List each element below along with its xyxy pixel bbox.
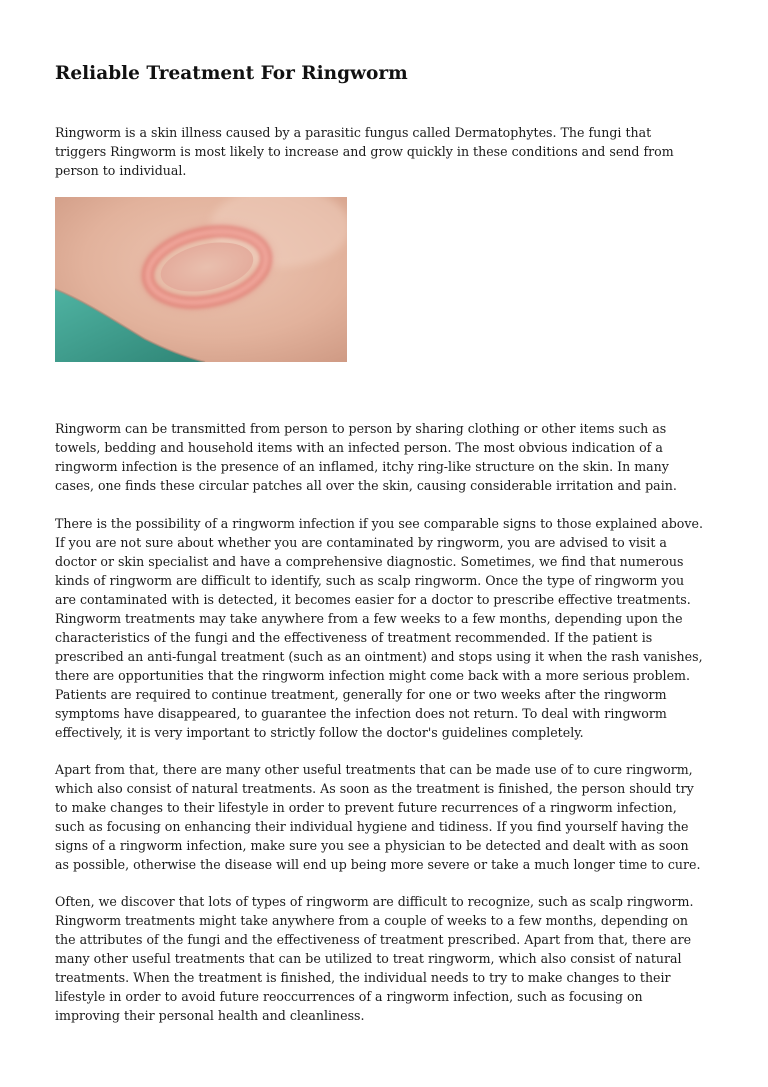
text-line: prescribed an anti-fungal treatment (such as an ointment) and stops using it when the rash vanishes, (55, 649, 703, 664)
text-line: signs of a ringworm infection, make sure you see a physician to be detected and dealt with as soon (55, 838, 689, 853)
text-line: cases, one finds these circular patches all over the skin, causing considerable irritation and pain. (55, 478, 677, 493)
paragraph-3 (55, 514, 715, 742)
text-line: treatments. When the treatment is finished, the individual needs to try to make changes to their (55, 970, 671, 985)
text-line: which also consist of natural treatments. As soon as the treatment is finished, the person should try (55, 781, 694, 796)
text-line: Apart from that, there are many other useful treatments that can be made use of to cure ringworm, (55, 762, 693, 777)
text-line: doctor or skin specialist and have a comprehensive diagnostic. Sometimes, we find that numerous (55, 554, 684, 569)
text-line: such as focusing on enhancing their individual hygiene and tidiness. If you find yourself having the (55, 819, 689, 834)
text-line: kinds of ringworm are difficult to identify, such as scalp ringworm. Once the type of ringworm you (55, 573, 685, 588)
ringworm-photo (55, 197, 347, 362)
ringworm-photo-illustration (55, 197, 347, 362)
text-line: Often, we discover that lots of types of ringworm are difficult to recognize, such as scalp ringworm. (55, 894, 694, 909)
text-line: lifestyle in order to avoid future reoccurrences of a ringworm infection, such as focusing on (55, 989, 643, 1004)
text-line: Patients are required to continue treatment, generally for one or two weeks after the ringworm (55, 687, 667, 702)
text-line: as possible, otherwise the disease will end up being more severe or take a much longer time to cure. (55, 857, 701, 872)
text-line: to make changes to their lifestyle in order to prevent future recurrences of a ringworm infection, (55, 800, 677, 815)
text-line: There is the possibility of a ringworm infection if you see comparable signs to those explained above. (55, 516, 703, 531)
text-line: effectively, it is very important to strictly follow the doctor's guidelines completely. (55, 725, 584, 740)
text-line: there are opportunities that the ringworm infection might come back with a more serious problem. (55, 668, 690, 683)
text-line: characteristics of the fungi and the effectiveness of treatment recommended. If the patient is (55, 630, 653, 645)
text-line: triggers Ringworm is most likely to increase and grow quickly in these conditions and send from (55, 144, 674, 159)
paragraph-1 (55, 123, 715, 180)
text-line: are contaminated with is detected, it becomes easier for a doctor to prescribe effective treatments. (55, 592, 691, 607)
text-line: Ringworm can be transmitted from person to person by sharing clothing or other items such as (55, 421, 667, 436)
paragraph-5 (55, 892, 715, 1025)
text-line: the attributes of the fungi and the effectiveness of treatment prescribed. Apart from that, there are (55, 932, 692, 947)
text-line: If you are not sure about whether you are contaminated by ringworm, you are advised to visit a (55, 535, 667, 550)
text-line: many other useful treatments that can be utilized to treat ringworm, which also consist of natural (55, 951, 682, 966)
text-line: person to individual. (55, 163, 187, 178)
text-line: ringworm infection is the presence of an inflamed, itchy ring-like structure on the skin. In many (55, 459, 669, 474)
text-line: Ringworm treatments may take anywhere from a few weeks to a few months, depending upon the (55, 611, 683, 626)
paragraph-2 (55, 419, 715, 495)
page-title: Reliable Treatment For Ringworm (55, 63, 408, 84)
text-line: Ringworm treatments might take anywhere from a couple of weeks to a few months, depending on (55, 913, 689, 928)
text-line: symptoms have disappeared, to guarantee the infection does not return. To deal with ringworm (55, 706, 667, 721)
text-line: improving their personal health and cleanliness. (55, 1008, 365, 1023)
text-line: Ringworm is a skin illness caused by a parasitic fungus called Dermatophytes. The fungi that (55, 125, 652, 140)
text-line: towels, bedding and household items with an infected person. The most obvious indication of a (55, 440, 663, 455)
paragraph-4 (55, 760, 715, 874)
